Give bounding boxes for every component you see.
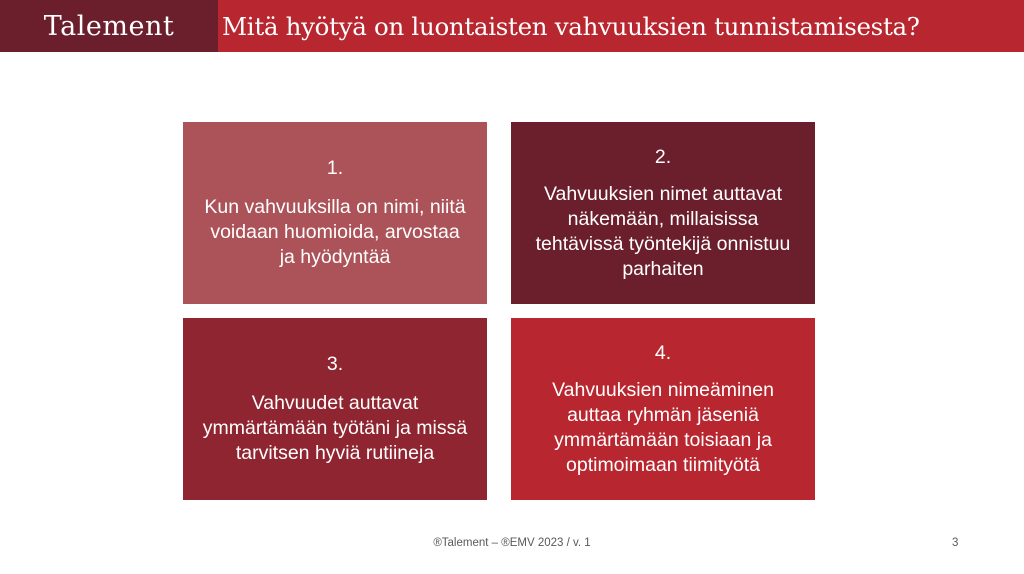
page-number: 3 xyxy=(952,537,959,549)
benefit-number: 3. xyxy=(326,353,344,375)
logo xyxy=(0,0,218,52)
benefit-text: Vahvuuksien nimeäminen auttaa ryhmän jäseniä ymmärtämään toisiaan ja optimoimaan tiimityötä xyxy=(552,378,774,476)
header-bar xyxy=(0,0,1024,52)
benefit-box-2 xyxy=(511,122,815,304)
benefit-box-1 xyxy=(183,122,487,304)
benefit-number: 4. xyxy=(654,341,672,364)
benefit-number: 2. xyxy=(654,145,672,168)
benefit-text: Kun vahvuuksilla on nimi, niitä voidaan huomioida, arvostaa ja hyödyntää xyxy=(204,196,466,268)
logo-text: Talement xyxy=(43,10,175,42)
slide-title: Mitä hyötyä on luontaisten vahvuuksien tunnistamisesta? xyxy=(222,11,920,41)
benefit-box-4 xyxy=(511,318,815,500)
benefit-number: 1. xyxy=(326,157,344,179)
benefit-text: Vahvuuksien nimet auttavat näkemään, millaisissa tehtävissä työntekijä onnistuu parhaiten xyxy=(535,182,791,280)
footer-copyright: ®Talement – ®EMV 2023 / v. 1 xyxy=(433,537,591,549)
benefit-box-3 xyxy=(183,318,487,500)
benefit-text: Vahvuudet auttavat ymmärtämään työtäni ja missä tarvitsen hyviä rutiineja xyxy=(202,392,468,464)
